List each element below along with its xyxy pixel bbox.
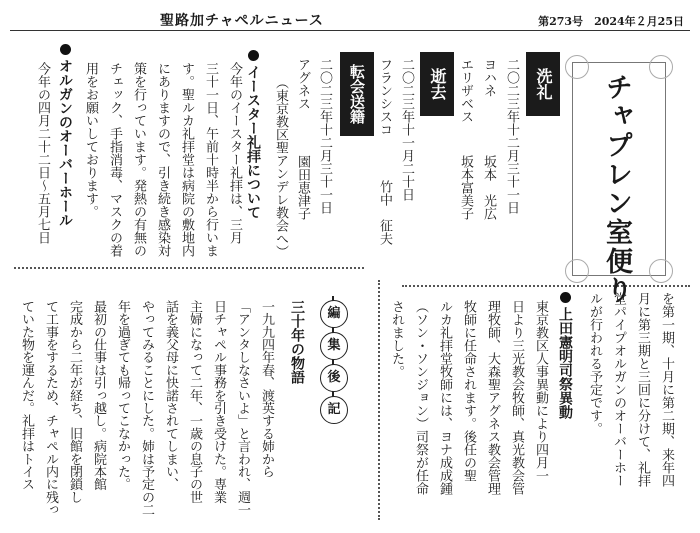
organ-heading: オルガンのオーバーホール xyxy=(56,44,74,227)
baptism-date: 二〇二三年十二月三十一日 xyxy=(504,58,519,214)
transfer-note: （東京教区聖アンデレ教会へ） xyxy=(273,76,288,258)
story-body: 一九九四年春、渡英する姉から 「アンタしなさいよ」と言われ、週一 日チャペル事務を引き受けた。専業 主婦になって二年、一歳の息子の世 話を義父母に快諾されてしまい、 やってみることにした。姉は予定の二 年を過ぎても帰ってこなかった。 最初の仕事は引っ越し。病院本館 完成から二年が経ち、旧館を閉鎖し て工事をするため、チャペル内に残っ ていた物を運んだ。礼拝はトイス xyxy=(19,300,274,516)
organ-line-first: 今年の四月二十二日～五月七日 xyxy=(35,62,50,244)
death-badge: 逝去 xyxy=(420,52,454,116)
bullet-icon xyxy=(248,50,259,61)
ueda-body: 東京教区人事異動により四月一 日より三光教会牧師、真光教会管 理牧師、大森聖アグネス教会管理 牧師に任命されます。後任の聖 ルカ礼拝堂牧師には、ヨナ成成鍾 （ソン・ソンジョン）司祭が任命 されました。 xyxy=(389,300,548,495)
header-rule xyxy=(10,30,690,31)
easter-heading: イースター礼拝について xyxy=(244,50,262,219)
transfer-name: アグネス xyxy=(295,58,310,110)
transfer-person: 園田恵津子 xyxy=(295,155,310,220)
baptism-name-2: エリザベス xyxy=(458,58,473,123)
section-divider-right xyxy=(402,285,690,287)
transfer-badge: 転会送籍 xyxy=(340,52,374,136)
column-divider xyxy=(378,280,380,520)
issue-number: 第273号 xyxy=(538,15,584,28)
easter-body: 今年のイースター礼拝は、三月 三十一日、午前十時半から行いま す。聖ルカ礼拝堂は病院の敷地内 にありますので、引き続き感染対 策を行っています。発熱の有無の チェック、手指消毒、マスクの着 用をお願いしております。 xyxy=(83,62,242,257)
editor-note-char-1: 編 xyxy=(320,300,348,328)
death-name: フランシスコ xyxy=(377,58,392,136)
bullet-icon xyxy=(560,292,571,303)
newsletter-title: 聖路加チャペルニュース xyxy=(160,13,324,29)
transfer-date: 二〇二三年十二月三十一日 xyxy=(317,58,332,214)
death-date: 二〇二三年十一月二十日 xyxy=(399,58,414,201)
issue-date: 2024年２月25日 xyxy=(594,15,684,28)
baptism-person-1: 坂本 光広 xyxy=(481,155,496,220)
baptism-badge: 洗礼 xyxy=(526,52,560,116)
baptism-name-1: ヨハネ xyxy=(481,58,496,97)
editor-note-char-3: 後 xyxy=(320,364,348,392)
section-divider-left xyxy=(14,267,364,269)
ueda-heading: 上田憲明司祭異動 xyxy=(556,292,574,419)
organ-body-continued: を第一期、十月に第二期、来年四 月に第三期と三回に分けて、礼拝 堂パイプオルガンのオーバーホー ルが行われる予定です。 xyxy=(587,292,674,487)
bullet-icon xyxy=(60,44,71,55)
chaplain-office-title: チャプレン室便り xyxy=(601,73,632,305)
chaplain-office-title-box xyxy=(572,62,666,305)
editor-note-char-4: 記 xyxy=(320,396,348,424)
death-person: 竹中 征夫 xyxy=(377,180,392,245)
issue-info xyxy=(538,13,684,29)
editor-note-char-2: 集 xyxy=(320,332,348,360)
newsletter-header xyxy=(0,0,700,34)
baptism-person-2: 坂本富美子 xyxy=(458,155,473,220)
story-heading: 三十年の物語 xyxy=(289,300,305,384)
